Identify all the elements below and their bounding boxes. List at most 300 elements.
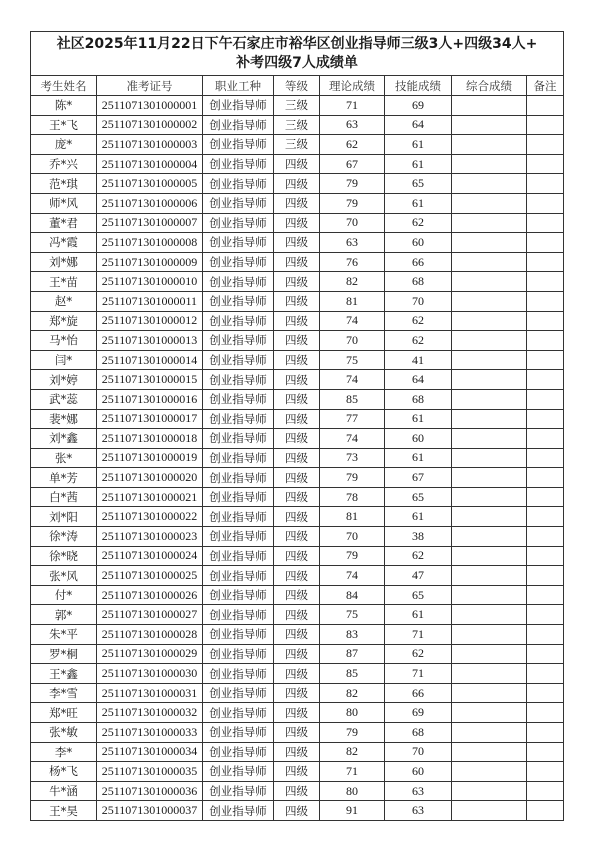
cell-name: 马*怡: [31, 331, 97, 351]
cell-note: [527, 781, 564, 801]
table-row: [31, 331, 564, 351]
cell-level: 四级: [274, 644, 320, 664]
table-row: [31, 585, 564, 605]
cell-total: [452, 272, 527, 292]
cell-note: [527, 644, 564, 664]
cell-level: 四级: [274, 664, 320, 684]
cell-total: [452, 625, 527, 645]
cell-total: [452, 135, 527, 155]
cell-theory: 77: [320, 409, 385, 429]
cell-level: 四级: [274, 585, 320, 605]
cell-skill: 70: [385, 742, 452, 762]
table-row: [31, 762, 564, 782]
cell-skill: 64: [385, 115, 452, 135]
cell-theory: 82: [320, 742, 385, 762]
cell-theory: 79: [320, 193, 385, 213]
table-body: [31, 96, 564, 821]
cell-ticket-id: 2511071301000037: [97, 801, 203, 821]
cell-note: [527, 291, 564, 311]
cell-note: [527, 331, 564, 351]
cell-ticket-id: 2511071301000014: [97, 350, 203, 370]
table-row: [31, 644, 564, 664]
cell-skill: 61: [385, 409, 452, 429]
cell-note: [527, 448, 564, 468]
cell-theory: 62: [320, 135, 385, 155]
table-row: [31, 115, 564, 135]
cell-skill: 65: [385, 487, 452, 507]
cell-name: 单*芳: [31, 468, 97, 488]
cell-total: [452, 448, 527, 468]
cell-note: [527, 96, 564, 116]
cell-theory: 67: [320, 154, 385, 174]
cell-job: 创业指导师: [203, 233, 274, 253]
cell-level: 四级: [274, 213, 320, 233]
cell-note: [527, 272, 564, 292]
cell-job: 创业指导师: [203, 723, 274, 743]
cell-level: 四级: [274, 448, 320, 468]
cell-ticket-id: 2511071301000026: [97, 585, 203, 605]
cell-skill: 60: [385, 233, 452, 253]
cell-ticket-id: 2511071301000013: [97, 331, 203, 351]
cell-total: [452, 311, 527, 331]
cell-note: [527, 585, 564, 605]
cell-ticket-id: 2511071301000031: [97, 683, 203, 703]
cell-level: 四级: [274, 389, 320, 409]
cell-skill: 68: [385, 389, 452, 409]
cell-ticket-id: 2511071301000023: [97, 527, 203, 547]
cell-level: 四级: [274, 311, 320, 331]
cell-job: 创业指导师: [203, 291, 274, 311]
cell-level: 四级: [274, 703, 320, 723]
score-sheet: [30, 31, 563, 821]
cell-name: 刘*婷: [31, 370, 97, 390]
cell-total: [452, 233, 527, 253]
table-row: [31, 429, 564, 449]
cell-job: 创业指导师: [203, 193, 274, 213]
cell-total: [452, 487, 527, 507]
cell-level: 四级: [274, 762, 320, 782]
col-header-ticket-id: 准考证号: [97, 76, 203, 96]
cell-level: 四级: [274, 370, 320, 390]
cell-name: 郑*旺: [31, 703, 97, 723]
cell-note: [527, 762, 564, 782]
cell-ticket-id: 2511071301000005: [97, 174, 203, 194]
cell-note: [527, 135, 564, 155]
cell-ticket-id: 2511071301000021: [97, 487, 203, 507]
cell-total: [452, 781, 527, 801]
cell-theory: 74: [320, 370, 385, 390]
table-row: [31, 723, 564, 743]
table-row: [31, 683, 564, 703]
cell-ticket-id: 2511071301000035: [97, 762, 203, 782]
cell-job: 创业指导师: [203, 96, 274, 116]
cell-total: [452, 566, 527, 586]
cell-job: 创业指导师: [203, 742, 274, 762]
table-row: [31, 448, 564, 468]
cell-theory: 82: [320, 683, 385, 703]
cell-skill: 61: [385, 193, 452, 213]
cell-name: 刘*娜: [31, 252, 97, 272]
cell-note: [527, 350, 564, 370]
table-row: [31, 154, 564, 174]
cell-skill: 61: [385, 507, 452, 527]
table-row: [31, 801, 564, 821]
table-row: [31, 370, 564, 390]
cell-note: [527, 193, 564, 213]
cell-job: 创业指导师: [203, 566, 274, 586]
cell-total: [452, 703, 527, 723]
cell-theory: 81: [320, 507, 385, 527]
cell-job: 创业指导师: [203, 605, 274, 625]
cell-theory: 74: [320, 566, 385, 586]
cell-name: 冯*霞: [31, 233, 97, 253]
cell-name: 裴*娜: [31, 409, 97, 429]
cell-skill: 61: [385, 135, 452, 155]
cell-ticket-id: 2511071301000001: [97, 96, 203, 116]
col-header-level: 等级: [274, 76, 320, 96]
cell-level: 三级: [274, 96, 320, 116]
cell-level: 四级: [274, 429, 320, 449]
cell-level: 四级: [274, 507, 320, 527]
cell-name: 郑*旋: [31, 311, 97, 331]
cell-total: [452, 291, 527, 311]
table-row: [31, 291, 564, 311]
cell-level: 四级: [274, 546, 320, 566]
cell-note: [527, 723, 564, 743]
table-row: [31, 213, 564, 233]
col-header-total: 综合成绩: [452, 76, 527, 96]
cell-total: [452, 468, 527, 488]
cell-name: 张*敏: [31, 723, 97, 743]
cell-total: [452, 605, 527, 625]
cell-note: [527, 625, 564, 645]
score-table: [30, 31, 564, 821]
cell-name: 乔*兴: [31, 154, 97, 174]
cell-total: [452, 683, 527, 703]
table-row: [31, 409, 564, 429]
cell-name: 武*蕊: [31, 389, 97, 409]
col-header-note: 备注: [527, 76, 564, 96]
cell-job: 创业指导师: [203, 213, 274, 233]
cell-ticket-id: 2511071301000024: [97, 546, 203, 566]
cell-level: 四级: [274, 468, 320, 488]
cell-name: 朱*平: [31, 625, 97, 645]
cell-ticket-id: 2511071301000008: [97, 233, 203, 253]
cell-level: 四级: [274, 625, 320, 645]
cell-name: 付*: [31, 585, 97, 605]
cell-skill: 47: [385, 566, 452, 586]
cell-ticket-id: 2511071301000027: [97, 605, 203, 625]
cell-job: 创业指导师: [203, 409, 274, 429]
cell-theory: 83: [320, 625, 385, 645]
cell-level: 四级: [274, 409, 320, 429]
cell-theory: 75: [320, 350, 385, 370]
cell-skill: 60: [385, 762, 452, 782]
cell-total: [452, 507, 527, 527]
cell-theory: 70: [320, 213, 385, 233]
table-row: [31, 742, 564, 762]
cell-job: 创业指导师: [203, 487, 274, 507]
cell-total: [452, 154, 527, 174]
cell-ticket-id: 2511071301000002: [97, 115, 203, 135]
cell-ticket-id: 2511071301000003: [97, 135, 203, 155]
cell-name: 刘*阳: [31, 507, 97, 527]
cell-level: 四级: [274, 527, 320, 547]
cell-note: [527, 605, 564, 625]
cell-total: [452, 193, 527, 213]
cell-name: 罗*桐: [31, 644, 97, 664]
cell-skill: 61: [385, 154, 452, 174]
cell-job: 创业指导师: [203, 331, 274, 351]
cell-note: [527, 429, 564, 449]
cell-name: 郭*: [31, 605, 97, 625]
cell-name: 庞*: [31, 135, 97, 155]
cell-level: 三级: [274, 135, 320, 155]
table-row: [31, 350, 564, 370]
cell-name: 刘*鑫: [31, 429, 97, 449]
cell-theory: 81: [320, 291, 385, 311]
cell-skill: 38: [385, 527, 452, 547]
cell-skill: 69: [385, 703, 452, 723]
cell-level: 四级: [274, 487, 320, 507]
col-header-job: 职业工种: [203, 76, 274, 96]
cell-note: [527, 311, 564, 331]
cell-theory: 74: [320, 429, 385, 449]
cell-skill: 71: [385, 664, 452, 684]
cell-level: 三级: [274, 115, 320, 135]
cell-job: 创业指导师: [203, 429, 274, 449]
cell-name: 师*风: [31, 193, 97, 213]
table-row: [31, 252, 564, 272]
table-row: [31, 566, 564, 586]
cell-job: 创业指导师: [203, 801, 274, 821]
cell-ticket-id: 2511071301000029: [97, 644, 203, 664]
cell-level: 四级: [274, 742, 320, 762]
cell-theory: 91: [320, 801, 385, 821]
cell-level: 四级: [274, 291, 320, 311]
cell-note: [527, 742, 564, 762]
cell-ticket-id: 2511071301000015: [97, 370, 203, 390]
cell-ticket-id: 2511071301000004: [97, 154, 203, 174]
cell-total: [452, 115, 527, 135]
cell-theory: 78: [320, 487, 385, 507]
cell-total: [452, 331, 527, 351]
cell-job: 创业指导师: [203, 448, 274, 468]
cell-note: [527, 252, 564, 272]
cell-theory: 73: [320, 448, 385, 468]
cell-theory: 85: [320, 664, 385, 684]
cell-skill: 62: [385, 331, 452, 351]
cell-job: 创业指导师: [203, 762, 274, 782]
cell-total: [452, 429, 527, 449]
table-row: [31, 389, 564, 409]
cell-level: 四级: [274, 350, 320, 370]
cell-skill: 62: [385, 311, 452, 331]
cell-skill: 71: [385, 625, 452, 645]
table-row: [31, 527, 564, 547]
table-row: [31, 487, 564, 507]
cell-theory: 79: [320, 723, 385, 743]
cell-total: [452, 174, 527, 194]
cell-theory: 75: [320, 605, 385, 625]
cell-job: 创业指导师: [203, 585, 274, 605]
cell-note: [527, 233, 564, 253]
cell-level: 四级: [274, 252, 320, 272]
cell-theory: 84: [320, 585, 385, 605]
cell-ticket-id: 2511071301000007: [97, 213, 203, 233]
cell-job: 创业指导师: [203, 507, 274, 527]
cell-theory: 82: [320, 272, 385, 292]
cell-skill: 62: [385, 213, 452, 233]
cell-note: [527, 546, 564, 566]
cell-ticket-id: 2511071301000033: [97, 723, 203, 743]
cell-note: [527, 527, 564, 547]
cell-total: [452, 546, 527, 566]
cell-name: 徐*涛: [31, 527, 97, 547]
title-line-1: 社区2025年11月22日下午石家庄市裕华区创业指导师三级3人+四级34人+: [56, 35, 538, 52]
cell-skill: 65: [385, 585, 452, 605]
table-row: [31, 468, 564, 488]
cell-job: 创业指导师: [203, 527, 274, 547]
table-row: [31, 625, 564, 645]
cell-ticket-id: 2511071301000017: [97, 409, 203, 429]
cell-name: 牛*涵: [31, 781, 97, 801]
table-row: [31, 272, 564, 292]
cell-job: 创业指导师: [203, 272, 274, 292]
cell-note: [527, 409, 564, 429]
cell-theory: 87: [320, 644, 385, 664]
table-row: [31, 174, 564, 194]
cell-skill: 68: [385, 723, 452, 743]
cell-name: 张*风: [31, 566, 97, 586]
cell-job: 创业指导师: [203, 252, 274, 272]
cell-job: 创业指导师: [203, 546, 274, 566]
table-header-row: [31, 76, 564, 96]
table-row: [31, 605, 564, 625]
cell-theory: 76: [320, 252, 385, 272]
cell-theory: 80: [320, 781, 385, 801]
cell-total: [452, 409, 527, 429]
cell-name: 赵*: [31, 291, 97, 311]
cell-level: 四级: [274, 781, 320, 801]
cell-level: 四级: [274, 331, 320, 351]
cell-skill: 61: [385, 605, 452, 625]
cell-total: [452, 527, 527, 547]
cell-ticket-id: 2511071301000036: [97, 781, 203, 801]
cell-name: 王*鑫: [31, 664, 97, 684]
cell-ticket-id: 2511071301000019: [97, 448, 203, 468]
cell-total: [452, 96, 527, 116]
cell-name: 白*茜: [31, 487, 97, 507]
cell-job: 创业指导师: [203, 389, 274, 409]
cell-note: [527, 115, 564, 135]
table-row: [31, 507, 564, 527]
cell-skill: 41: [385, 350, 452, 370]
cell-name: 杨*飞: [31, 762, 97, 782]
cell-note: [527, 507, 564, 527]
cell-job: 创业指导师: [203, 683, 274, 703]
cell-name: 范*琪: [31, 174, 97, 194]
cell-job: 创业指导师: [203, 703, 274, 723]
cell-ticket-id: 2511071301000016: [97, 389, 203, 409]
table-row: [31, 193, 564, 213]
cell-skill: 62: [385, 546, 452, 566]
cell-level: 四级: [274, 683, 320, 703]
cell-ticket-id: 2511071301000009: [97, 252, 203, 272]
cell-ticket-id: 2511071301000020: [97, 468, 203, 488]
table-row: [31, 703, 564, 723]
cell-job: 创业指导师: [203, 664, 274, 684]
cell-note: [527, 468, 564, 488]
document-title: [31, 32, 564, 76]
cell-skill: 63: [385, 801, 452, 821]
cell-job: 创业指导师: [203, 115, 274, 135]
cell-total: [452, 644, 527, 664]
cell-job: 创业指导师: [203, 135, 274, 155]
table-row: [31, 311, 564, 331]
col-header-name: 考生姓名: [31, 76, 97, 96]
cell-name: 陈*: [31, 96, 97, 116]
cell-ticket-id: 2511071301000018: [97, 429, 203, 449]
col-header-skill: 技能成绩: [385, 76, 452, 96]
table-row: [31, 781, 564, 801]
cell-ticket-id: 2511071301000034: [97, 742, 203, 762]
cell-ticket-id: 2511071301000006: [97, 193, 203, 213]
cell-name: 王*飞: [31, 115, 97, 135]
cell-job: 创业指导师: [203, 644, 274, 664]
cell-name: 王*昊: [31, 801, 97, 821]
table-row: [31, 546, 564, 566]
cell-job: 创业指导师: [203, 781, 274, 801]
cell-job: 创业指导师: [203, 625, 274, 645]
cell-level: 四级: [274, 801, 320, 821]
cell-ticket-id: 2511071301000028: [97, 625, 203, 645]
cell-name: 王*苗: [31, 272, 97, 292]
cell-theory: 79: [320, 468, 385, 488]
cell-skill: 65: [385, 174, 452, 194]
cell-total: [452, 585, 527, 605]
cell-ticket-id: 2511071301000025: [97, 566, 203, 586]
cell-theory: 85: [320, 389, 385, 409]
cell-skill: 66: [385, 683, 452, 703]
cell-note: [527, 801, 564, 821]
cell-note: [527, 370, 564, 390]
cell-name: 李*雪: [31, 683, 97, 703]
cell-ticket-id: 2511071301000012: [97, 311, 203, 331]
cell-job: 创业指导师: [203, 154, 274, 174]
cell-theory: 71: [320, 96, 385, 116]
cell-skill: 69: [385, 96, 452, 116]
cell-total: [452, 762, 527, 782]
cell-level: 四级: [274, 605, 320, 625]
cell-skill: 62: [385, 644, 452, 664]
cell-note: [527, 664, 564, 684]
cell-theory: 63: [320, 233, 385, 253]
cell-job: 创业指导师: [203, 350, 274, 370]
cell-ticket-id: 2511071301000022: [97, 507, 203, 527]
cell-level: 四级: [274, 174, 320, 194]
col-header-theory: 理论成绩: [320, 76, 385, 96]
cell-skill: 66: [385, 252, 452, 272]
cell-level: 四级: [274, 723, 320, 743]
cell-theory: 63: [320, 115, 385, 135]
cell-name: 李*: [31, 742, 97, 762]
table-row: [31, 135, 564, 155]
cell-skill: 64: [385, 370, 452, 390]
cell-skill: 67: [385, 468, 452, 488]
cell-note: [527, 389, 564, 409]
cell-job: 创业指导师: [203, 174, 274, 194]
